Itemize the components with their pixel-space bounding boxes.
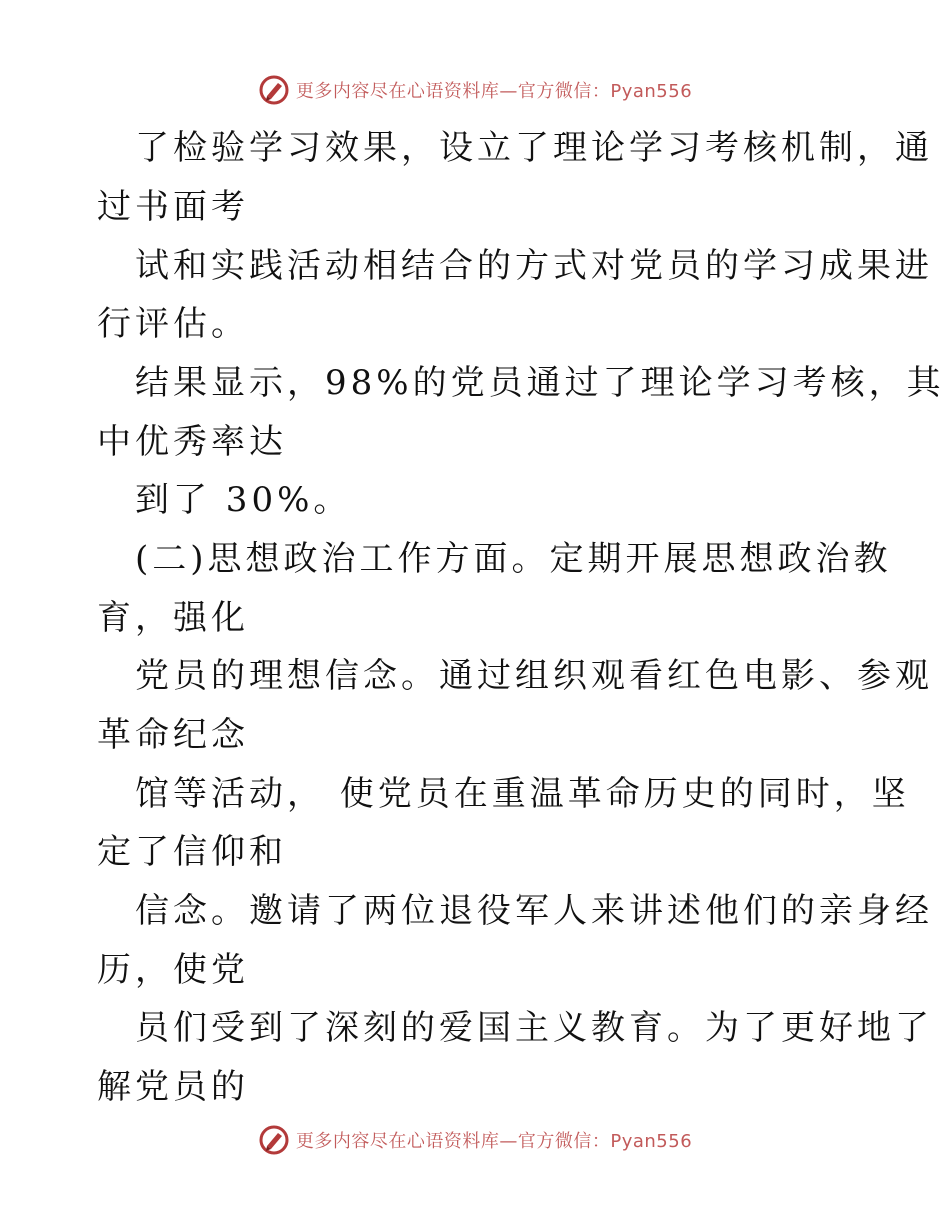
text-line: 解党员的: [97, 1067, 249, 1107]
text-line: 了检验学习效果，设立了理论学习考核机制，通: [135, 128, 933, 168]
text-line: 员们受到了深刻的爱国主义教育。为了更好地了: [135, 1008, 933, 1048]
text-line: (二)思想政治工作方面。定期开展思想政治教: [135, 539, 892, 579]
text-line: 过书面考: [97, 187, 249, 227]
text-line: 中优秀率达: [97, 422, 287, 462]
header-banner: [0, 70, 950, 110]
text-line: 馆等活动， 使党员在重温革命历史的同时，坚: [135, 774, 910, 814]
text-line: 结果显示，98%的党员通过了理论学习考核，其: [135, 363, 945, 403]
text-line: 历，使党: [97, 950, 249, 990]
text-line: 试和实践活动相结合的方式对党员的学习成果进: [135, 246, 933, 286]
banner-text: 更多内容尽在心语资料库—官方微信：Pyan556: [295, 81, 693, 102]
text-line: 行评估。: [97, 304, 249, 344]
text-line: 革命纪念: [97, 715, 249, 755]
text-line: 信念。邀请了两位退役军人来讲述他们的亲身经: [135, 891, 933, 931]
text-line: 党员的理想信念。通过组织观看红色电影、参观: [135, 656, 933, 696]
footer-banner: [0, 1120, 950, 1160]
text-line: 到了 30%。: [135, 480, 352, 520]
banner-text: 更多内容尽在心语资料库—官方微信：Pyan556: [295, 1131, 693, 1152]
text-line: 定了信仰和: [97, 832, 287, 872]
text-line: 育，强化: [97, 598, 249, 638]
pen-logo-icon: [258, 1124, 290, 1156]
pen-logo-icon: [258, 74, 290, 106]
